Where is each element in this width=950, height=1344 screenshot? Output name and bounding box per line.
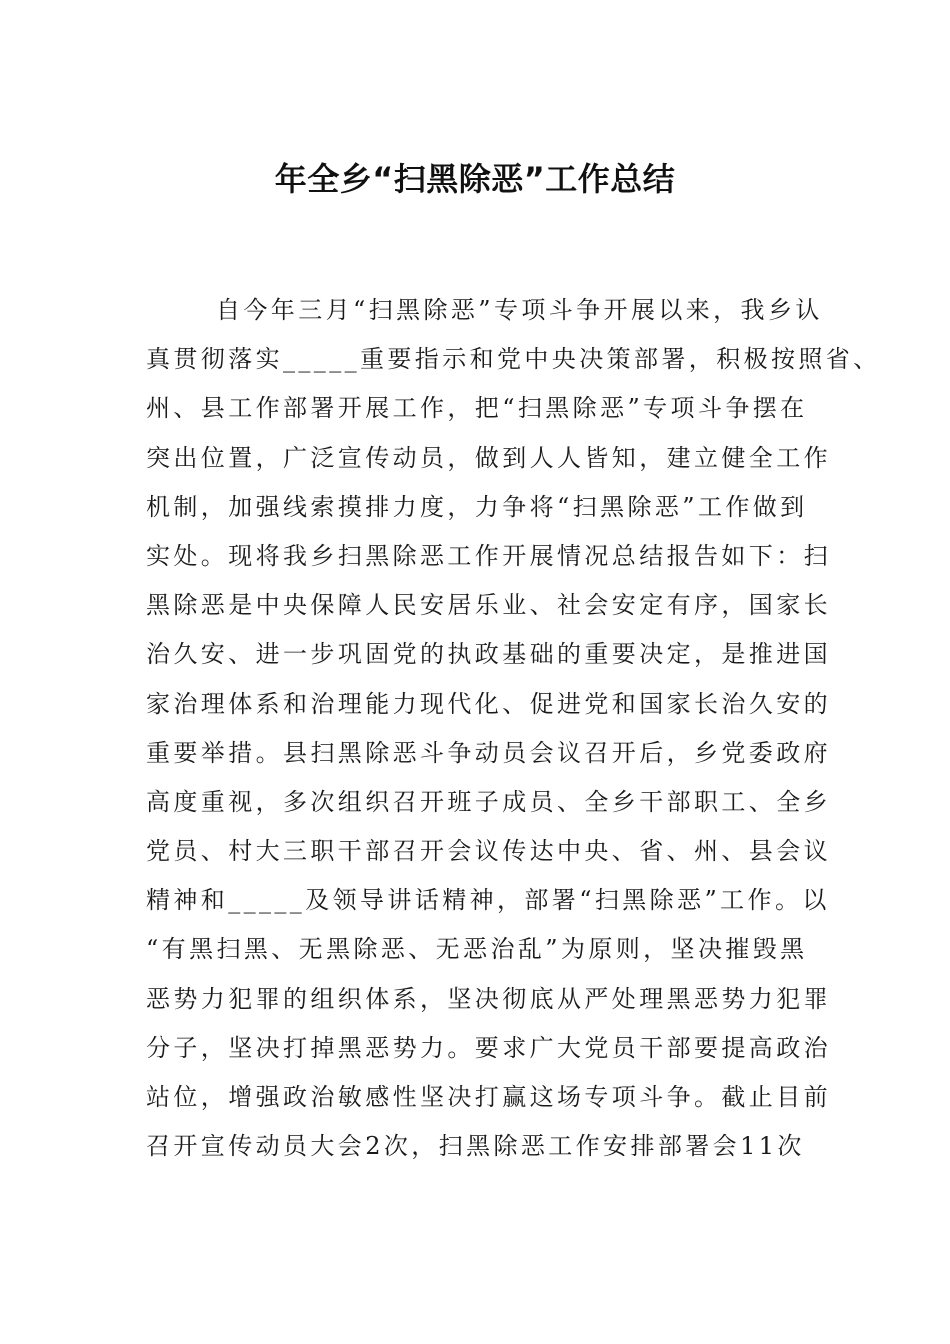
body-line: 党员、村大三职干部召开会议传达中央、省、州、县会议 (146, 837, 831, 866)
document-body (146, 292, 881, 1177)
body-line: “有黑扫黑、无黑除恶、无恶治乱”为原则，坚决摧毁黑 (146, 935, 808, 964)
body-line: 机制，加强线索摸排力度，力争将“扫黑除恶”工作做到 (146, 492, 808, 521)
body-line: 家治理体系和治理能力现代化、促进党和国家长治久安的 (146, 689, 831, 718)
body-line: 自今年三月“扫黑除恶”专项斗争开展以来，我乡认 (216, 296, 823, 324)
body-line: 重要举措。县扫黑除恶斗争动员会议召开后，乡党委政府 (146, 738, 831, 767)
body-line: 恶势力犯罪的组织体系，坚决彻底从严处理黑恶势力犯罪 (146, 984, 831, 1013)
body-line: 实处。现将我乡扫黑除恶工作开展情况总结报告如下：扫 (146, 541, 831, 570)
body-line: 真贯彻落实_____重要指示和党中央决策部署，积极按照省、 (146, 345, 881, 374)
body-line: 突出位置，广泛宣传动员，做到人人皆知，建立健全工作 (146, 443, 831, 472)
body-line: 黑除恶是中央保障人民安居乐业、社会安定有序，国家长 (146, 591, 831, 620)
body-line: 站位，增强政治敏感性坚决打赢这场专项斗争。截止目前 (146, 1083, 831, 1111)
body-line: 高度重视，多次组织召开班子成员、全乡干部职工、全乡 (146, 787, 831, 816)
body-line: 州、县工作部署开展工作，把“扫黑除恶”专项斗争摆在 (146, 394, 808, 423)
body-line: 召开宣传动员大会2次，扫黑除恶工作安排部署会11次 (146, 1132, 805, 1161)
document-title: 年全乡“扫黑除恶”工作总结 (274, 160, 676, 198)
body-line: 治久安、进一步巩固党的执政基础的重要决定，是推进国 (146, 640, 831, 669)
body-line: 精神和_____及领导讲话精神，部署“扫黑除恶”工作。以 (146, 886, 830, 915)
body-line: 分子，坚决打掉黑恶势力。要求广大党员干部要提高政治 (146, 1033, 831, 1062)
